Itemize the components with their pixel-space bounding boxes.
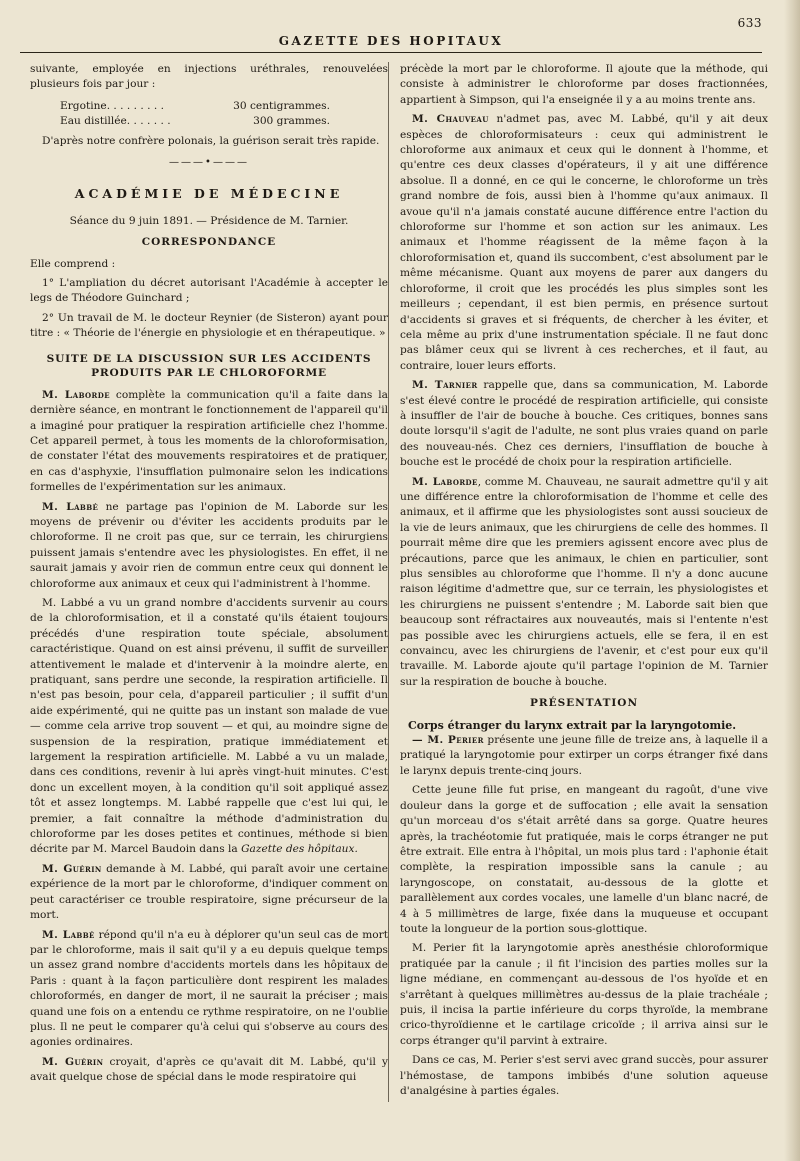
speaker-name: M. Labbé — [42, 928, 95, 941]
speaker-name: M. Chauveau — [412, 113, 489, 126]
running-title: GAZETTE DES HOPITAUX — [278, 34, 504, 48]
paragraph-text: demande à M. Labbé, qui paraît avoir une certaine expérience de la mort par le chloroforme, d'indiquer comment on peut caractériser ce trouble respiratoire, signe précurseur de la mort. — [30, 862, 388, 922]
correspondance-item-1: 1° L'ampliation du décret autorisant l'Académie à accepter le legs de Théodore Guinchard ; — [30, 277, 388, 305]
paragraph-laborde — [30, 388, 388, 496]
comprend-line: Elle comprend : — [30, 257, 116, 270]
paragraph-guerin — [30, 862, 388, 924]
speaker-name: M. Laborde — [42, 388, 110, 401]
speaker-name: M. Labbé — [42, 500, 99, 513]
recipe-ingredient: Ergotine. . . . . . . . . — [60, 99, 164, 112]
journal-title: Gazette des hôpitaux. — [241, 843, 358, 856]
presentation-heading: PRÉSENTATION — [529, 697, 639, 710]
left-column — [30, 62, 388, 1090]
recipe-row — [60, 114, 330, 129]
academy-heading: ACADÉMIE DE MÉDECINE — [74, 186, 344, 202]
right-column — [400, 62, 768, 1103]
paragraph-perier-3: M. Perier fit la laryngotomie après anesthésie chloroformique pratiquée par la canule ; il fit l'incision des parties molles sur la ligne médiane, en commençant au-dessous de l'os hyoïde et en s'arrêtant à quelques millimètres au-dessus de la plaie trachéale ; puis, il incisa la partie inférieure du corps thyroïde, la membrane crico-thyroïdienne et le cartilage cricoïde ; il arriva ainsi sur le corps étranger qu'il parvint à extraire. — [400, 942, 768, 1047]
recipe-conclusion: D'après notre confrère polonais, la guérison serait très rapide. — [42, 134, 380, 147]
paragraph-labbe-3 — [30, 928, 388, 1051]
recipe-ingredient: Eau distillée. . . . . . . — [60, 115, 171, 128]
recipe-row — [60, 99, 330, 114]
recipe-intro: suivante, employée en injections uréthrales, renouvelées plusieurs fois par jour : — [30, 63, 388, 91]
discussion-heading: SUITE DE LA DISCUSSION SUR LES ACCIDENTS PRODUITS PAR LE CHLOROFORME — [46, 352, 372, 379]
paragraph-text: n'admet pas, avec M. Labbé, qu'il y ait deux espèces de chloroformisateurs : ceux qui administrent le chloroforme aux animaux et ceux qui le donnent à l'homme, et qu'entre ces deux classes d'opérateurs, il y ait une différence absolue. Il a donné, en ce qui le concerne, le chloroforme un très grand nombre de fois, aussi bien à l'homme qu'aux animaux. Il avoue qu'il n'a jamais constaté aucune différence entre l'action du chloroforme sur l'homme et son action sur les animaux. Les animaux et l'homme réagissent de la même façon à la chloroformisation et, quand ils succombent, c'est absolument par le même mécanisme. Quant aux moyens de parer aux dangers du chloroforme, il croit que les procédés les plus simples sont les meilleurs ; cependant, il est bien permis, en présence surtout d'accidents si graves et si fréquents, de chercher à les éviter, et cela même au prix d'une instrumentation spéciale. Il ne faut donc pas blâmer ceux qui se livrent à ces recherches, et il faut, au contraire, louer leurs efforts. — [400, 113, 769, 372]
paragraph-text: croyait, d'après ce qu'avait dit M. Labbé, qu'il y avait quelque chose de spécial dans le mode respiratoire qui — [30, 1055, 388, 1084]
page-number: 633 — [737, 16, 762, 30]
paragraph-labbe-2 — [30, 596, 388, 858]
paragraph-text: ne partage pas l'opinion de M. Laborde sur les moyens de prévenir ou d'éviter les accidents produits par le chloroforme. Il ne croit pas que, sur ce terrain, les chirurgiens puissent jamais s'entendre avec les physiologistes. En effet, il ne saurait jamais y avoir rien de commun entre ceux qui donnent le chloroforme aux animaux et ceux qui l'administrent à l'homme. — [30, 500, 388, 590]
paragraph-text: rappelle que, dans sa communication, M. Laborde s'est élevé contre le procédé de respiration artificielle, qui consiste à insuffler de l'air de bouche à bouche. Ces critiques, bonnes sans doute lorsqu'il s'agit de l'adulte, ne sont plus vraies quand on parle des nouveau-nés. Chez ces derniers, l'insufflation de bouche à bouche est le procédé de choix pour la respiration artificielle. — [400, 379, 768, 469]
paragraph-text: présente une jeune fille de treize ans, à laquelle il a pratiqué la laryngotomie pour extirper un corps étranger fixé dans le larynx depuis trente-cinq jours. — [400, 734, 768, 777]
recipe — [60, 99, 388, 130]
case-title: Corps étranger du larynx extrait par la laryngotomie. — [408, 718, 737, 732]
speaker-name: M. Laborde — [412, 475, 478, 488]
paragraph-guerin-2 — [30, 1055, 388, 1086]
paragraph-text: M. Labbé a vu un grand nombre d'accidents survenir au cours de la chloroformisation, et il a constaté qu'ils étaient toujours précédés d'une respiration toute spéciale, absolument caractéristique. Quand on est ainsi prévenu, il suffit de surveiller attentivement le malade et d'intervenir à la moindre alerte, en pratiquant, sans perdre une seconde, la respiration artificielle. Il n'est pas besoin, pour cela, d'appareil particulier ; il suffit d'un aide expérimenté, qui ne quitte pas un instant son malade de vue — comme cela arrive trop souvent — et qui, au moindre signe de suspension de la respiration, pratique immédiatement et largement la respiration artificielle. M. Labbé a vu un malade, dans ces conditions, revenir à lui après vingt-huit minutes. C'est donc un excellent moyen, à la condition qu'il soit appliqué assez tôt et assez longtemps. M. Labbé rappelle que c'est lui qui, le premier, a fait connaître la méthode d'administration du chloroforme par les doses petites et continues, méthode si bien décrite par M. Marcel Baudoin dans la — [30, 596, 388, 856]
column-divider — [388, 62, 389, 1102]
ornament-divider: ———•——— — [169, 157, 249, 169]
speaker-name: — M. Perier — [412, 734, 484, 747]
paragraph-text: répond qu'il n'a eu à déplorer qu'un seul cas de mort par le chloroforme, mais il sait qu'il y a eu depuis quelque temps un assez grand nombre d'accidents mortels dans les hôpitaux de Paris : quant à la façon particulière dont respirent les malades chloroformés, en danger de mort, il ne saurait la préciser ; mais quand une fois on a entendu ce rythme respiratoire, on ne l'oublie plus. Il ne peut le comparer qu'à celui qui s'observe au cours des agonies ordinaires. — [30, 928, 388, 1049]
page-edge-shadow — [784, 0, 800, 1161]
speaker-name: M. Guérin — [42, 1055, 104, 1068]
paragraph-labbe — [30, 500, 388, 592]
paragraph-chauveau — [400, 112, 768, 374]
paragraph-laborde-2 — [400, 475, 768, 691]
paragraph-continuation: précède la mort par le chloroforme. Il ajoute que la méthode, qui consiste à administrer le chloroforme par doses fractionnées, appartient à Simpson, qui l'a enseignée il y a au moins trente ans. — [400, 63, 768, 106]
header-rule — [20, 52, 762, 53]
speaker-name: M. Tarnier — [412, 379, 478, 392]
session-line: Séance du 9 juin 1891. — Présidence de M. Tarnier. — [69, 214, 349, 227]
paragraph-text: , comme M. Chauveau, ne saurait admettre qu'il y ait une différence entre la chloroformisation de l'homme et celle des animaux, et il affirme que les physiologistes sont aussi soucieux de la vie de leurs animaux, que les chirurgiens de celle des hommes. Il pourrait même dire que les premiers agissent encore avec plus de précautions, parce que les animaux, le chien en particulier, sont plus sensibles au chloroforme que l'homme. Il n'y a donc aucune raison légitime d'admettre que, sur ce terrain, les physiologistes et les chirurgiens ne puissent s'entendre ; M. Laborde sait bien que beaucoup sont réfractaires aux nouveautés, mais si l'entente n'est pas possible avec les chirurgiens actuels, elle se fera, il en est convaincu, avec les chirurgiens de l'avenir, et c'est pour eux qu'il travaille. M. Laborde ajoute qu'il partage l'opinion de M. Tarnier sur la respiration de bouche à bouche. — [400, 475, 768, 688]
paragraph-tarnier — [400, 378, 768, 470]
recipe-amount: 30 centigrammes. — [233, 99, 330, 112]
page-header — [20, 10, 762, 54]
recipe-amount: 300 grammes. — [253, 115, 330, 128]
paragraph-perier-4: Dans ce cas, M. Perier s'est servi avec grand succès, pour assurer l'hémostase, de tampons imbibés d'une solution aqueuse d'analgésine à parties égales. — [400, 1054, 768, 1097]
speaker-name: M. Guérin — [42, 862, 102, 875]
correspondance-heading: CORRESPONDANCE — [141, 236, 277, 249]
paragraph-perier-2: Cette jeune fille fut prise, en mangeant du ragoût, d'une vive douleur dans la gorge et de suffocation ; elle avait la sensation qu'un morceau d'os s'était arrêté dans sa gorge. Quatre heures après, la trachéotomie fut pratiquée, mais le corps étranger ne put être extrait. Elle entra à l'hôpital, un mois plus tard : l'aphonie était complète, la respiration impossible sans la canule ; au laryngoscope, on constatait, au-dessous de la glotte et parallèlement aux cordes vocales, une lamelle d'un blanc nacré, de 4 à 5 millimètres de large, fixée dans la muqueuse et occupant toute la longueur de la portion sous-glottique. — [400, 784, 768, 935]
paragraph-perier — [400, 733, 768, 779]
correspondance-item-2: 2° Un travail de M. le docteur Reynier (de Sisteron) ayant pour titre : « Théorie de l'énergie en physiologie et en thérapeutique. » — [30, 311, 388, 340]
paragraph-text: complète la communication qu'il a faite dans la dernière séance, en montrant le fonctionnement de l'appareil qu'il a imaginé pour pratiquer la respiration artificielle chez l'homme. Cet appareil permet, à tous les moments de la chloroformisation, de constater l'état des mouvements respiratoires et de pratiquer, en cas d'asphyxie, l'insufflation pulmonaire selon les indications formelles de l'expérimentation sur les animaux. — [30, 388, 388, 494]
